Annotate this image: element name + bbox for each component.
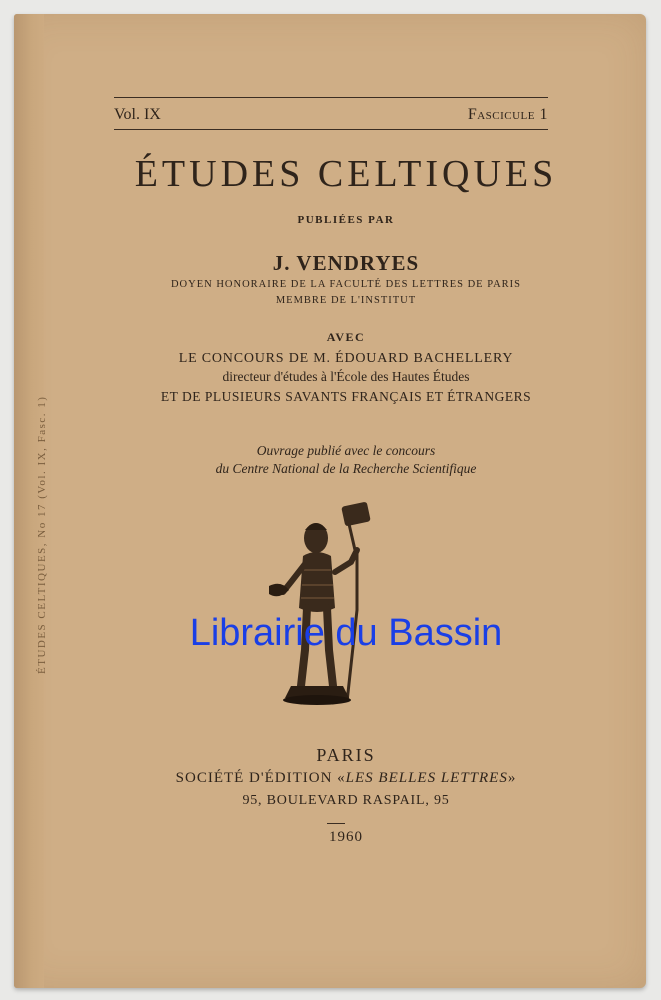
publisher-city: PARIS (316, 745, 376, 765)
ouvrage-line-1: Ouvrage publié avec le concours (256, 443, 436, 458)
book-title: ÉTUDES CELTIQUES (134, 153, 558, 195)
publisher-suffix: » (507, 770, 517, 786)
publisher-address: 95, BOULEVARD RASPAIL, 95 (242, 793, 450, 808)
publisher-line (30, 770, 661, 787)
top-rule (114, 97, 548, 98)
concours-line: LE CONCOURS DE M. ÉDOUARD BACHELLERY (178, 351, 514, 366)
bottom-rule (114, 129, 548, 130)
spine-text: ÉTUDES CELTIQUES, No 17 (Vol. IX, Fasc. 1) (36, 395, 48, 674)
plusieurs-line: ET DE PLUSIEURS SAVANTS FRANÇAIS ET ÉTRANGERS (160, 389, 532, 404)
publisher-name: LES BELLES LETTRES (345, 770, 508, 786)
watermark-text: Librairie du Bassin (189, 612, 503, 654)
year-dash (327, 823, 345, 824)
avec-label: AVEC (326, 330, 366, 344)
published-by: PUBLIÉES PAR (297, 214, 395, 226)
author-affiliation-2: MEMBRE DE L'INSTITUT (275, 295, 417, 306)
ouvrage-line-2: du Centre National de la Recherche Scientifique (215, 461, 477, 476)
fascicule-label: Fascicule 1 (467, 106, 548, 123)
author-affiliation-1: DOYEN HONORAIRE DE LA FACULTÉ DES LETTRES DE PARIS (170, 279, 522, 290)
celtic-figure-statuette-icon (265, 490, 395, 710)
volume-label: Vol. IX (114, 106, 161, 123)
publisher-prefix: SOCIÉTÉ D'ÉDITION « (175, 770, 346, 786)
author-name: J. VENDRYES (272, 251, 420, 275)
publication-year: 1960 (329, 829, 363, 845)
director-line: directeur d'études à l'École des Hautes Études (222, 369, 470, 384)
